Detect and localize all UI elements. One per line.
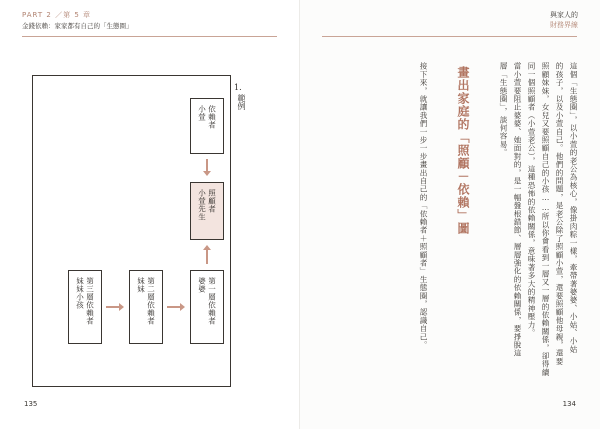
- header-rule: [322, 36, 577, 37]
- text-column: 當小萱要阻止婆婆、她面對的，是一幅盤根錯節、層層強化的依賴關係，要掙脫這: [513, 62, 522, 358]
- diagram-node-third-layer: [68, 270, 102, 344]
- running-header-right: [550, 10, 578, 30]
- arrow-down: [206, 159, 208, 172]
- page-number: 134: [562, 400, 576, 408]
- node-line: 妹妹小孩: [75, 277, 85, 309]
- node-line: 第二層依賴者: [146, 277, 156, 325]
- running-header-left: [22, 10, 133, 32]
- node-line: 照顧者: [207, 189, 217, 213]
- section-heading: 畫出家庭的「照顧－依賴」圖: [456, 66, 470, 235]
- header-line: 與家人的: [550, 11, 578, 19]
- node-line: 婆婆: [197, 277, 207, 293]
- chapter-subtitle: 金錢依賴：家家都有自己的「生態圈」: [22, 22, 133, 30]
- diagram-node-dependent-xiaoxuan: [190, 98, 224, 154]
- text-column: 照顧妹妹，女兒又要照顧自己的小孩……所以你會看到一層又一層的依賴關係，卻得續: [541, 62, 550, 377]
- arrow-up: [206, 249, 208, 264]
- node-line: 小萱先生: [197, 189, 207, 221]
- arrow-right: [106, 306, 120, 308]
- page-number: 135: [24, 400, 38, 408]
- example-label: [234, 82, 242, 93]
- node-line: 第一層依賴者: [207, 277, 217, 325]
- body-text: [418, 62, 578, 392]
- text-column: 同一個照顧者（小萱老公），這種恐怖的依賴關係，意味著多大的精神壓力。: [527, 62, 536, 337]
- example-number: 1.: [234, 83, 242, 92]
- node-line: 依賴者: [207, 105, 217, 129]
- chapter-label: PART 2 ／第 5 章: [22, 11, 91, 19]
- header-line-accent: 財務界線: [550, 21, 578, 29]
- diagram-node-first-layer: [190, 270, 224, 344]
- node-line: 妹妹: [136, 277, 146, 293]
- text-column: 接下來，就讓我們一步一步畫出自己的「依賴者＋照顧者」生態圈，認識自己。: [419, 62, 428, 349]
- text-column: 的孩子，以及小萱自己。他們的問題，是老公除了照顧小萱，還要照顧他母親，還要: [555, 62, 564, 366]
- example-title: 範例: [237, 94, 246, 110]
- node-line: 第三層依賴者: [85, 277, 95, 325]
- header-rule: [22, 36, 277, 37]
- right-page: [300, 0, 600, 429]
- text-column: 層「生態圈」，談何容易。: [499, 62, 508, 157]
- diagram-node-caretaker: [190, 182, 224, 240]
- diagram-node-second-layer: [129, 270, 163, 344]
- node-line: 小萱: [197, 105, 207, 121]
- text-column: 這個「生態圈」，以小萱的老公為核心，像掛肉粽一樣，牽帶著婆婆、小姑、小姑: [569, 62, 578, 354]
- arrow-right: [167, 306, 181, 308]
